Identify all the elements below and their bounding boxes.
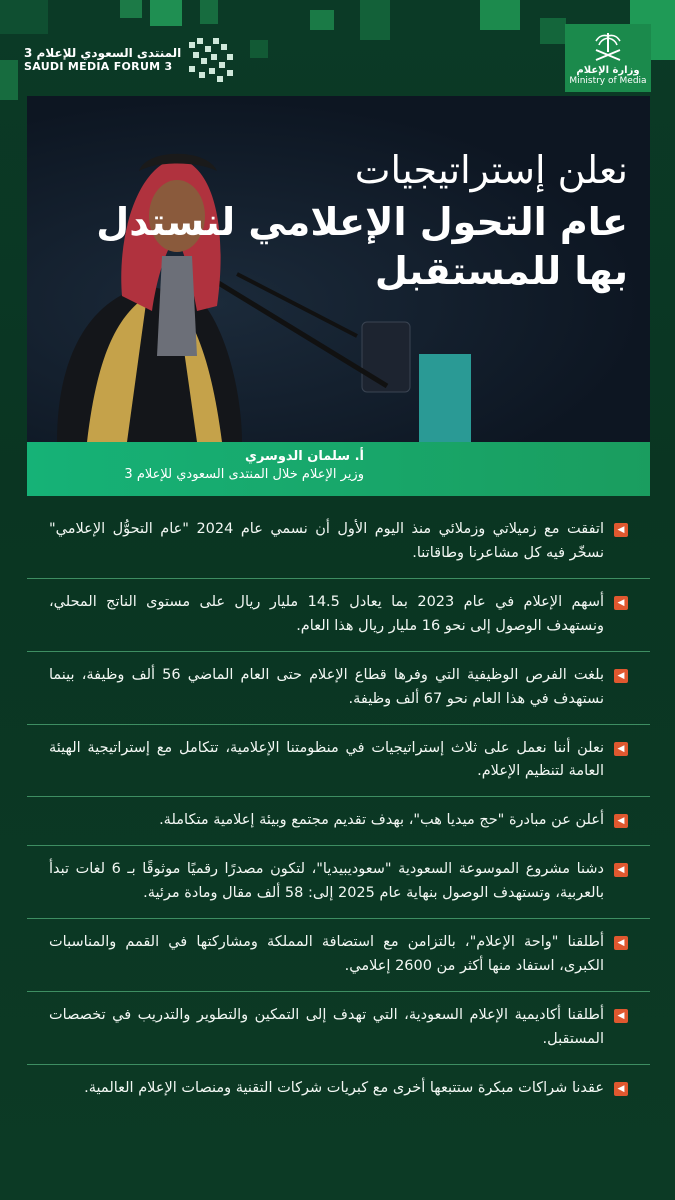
list-item-text: اتفقت مع زميلاتي وزملائي منذ اليوم الأول أن نسمي عام 2024 "عام التحوُّل الإعلامي" نسخّر فيه كل مشاعرنا وطاقاتنا. [49, 521, 604, 561]
arrow-bullet-icon: ◀ [614, 814, 628, 828]
list-item [27, 797, 650, 846]
hero-photo [27, 96, 650, 442]
speaker-role: وزير الإعلام خلال المنتدى السعودي للإعلام 3 [124, 467, 364, 482]
statements-list [27, 506, 650, 1113]
saudi-media-forum-logo [24, 38, 233, 82]
headline-line-2: عام التحول الإعلامي لنستدل [96, 199, 628, 244]
arrow-bullet-icon: ◀ [614, 596, 628, 610]
headline-line-1: نعلن إستراتيجيات [354, 148, 628, 192]
list-item-text: أسهم الإعلام في عام 2023 بما يعادل 14.5 مليار ريال على مستوى الناتج المحلي، ونستهدف الوصول إلى نحو 16 مليار ريال هذا العام. [49, 593, 605, 634]
list-item-text: أطلقنا أكاديمية الإعلام السعودية، التي تهدف إلى التمكين والتطوير والتدريب في تخصصات المستقبل. [49, 1006, 604, 1047]
arrow-bullet-icon: ◀ [614, 1082, 628, 1096]
ministry-of-media-logo [565, 24, 651, 92]
forum-pixel-logo-icon [189, 38, 233, 82]
arrow-bullet-icon: ◀ [614, 523, 628, 537]
speaker-caption [27, 442, 650, 496]
arrow-bullet-icon: ◀ [614, 1009, 628, 1023]
list-item-text: دشنا مشروع الموسوعة السعودية "سعوديبيديا"، لتكون مصدرًا رقميًا موثوقًا بـ 6 لغات تبدأ بالعربية، وتستهدف الوصول بنهاية عام 2025 إلى: 58 ألف مقال ومادة مرئية. [49, 861, 604, 902]
list-item-text: بلغت الفرص الوظيفية التي وفرها قطاع الإعلام حتى العام الماضي 56 ألف وظيفة، بينما نستهدف في هذا العام نحو 67 ألف وظيفة. [49, 666, 604, 707]
arrow-bullet-icon: ◀ [614, 669, 628, 683]
arrow-bullet-icon: ◀ [614, 742, 628, 756]
list-item [27, 652, 650, 725]
list-item-text: نعلن أننا نعمل على ثلاث إستراتيجيات في منظومتنا الإعلامية، تتكامل مع إستراتيجية الهيئة العامة لتنظيم الإعلام. [49, 739, 604, 780]
headline-line-3: بها للمستقبل [374, 249, 628, 294]
forum-name-en: SAUDI MEDIA FORUM 3 [24, 59, 173, 73]
list-item [27, 992, 650, 1065]
list-item [27, 1065, 650, 1113]
forum-name-ar: المنتدى السعودي للإعلام 3 [24, 45, 182, 60]
list-item-text: عقدنا شراكات مبكرة ستتبعها أخرى مع كبريات شركات التقنية ومنصات الإعلام العالمية. [84, 1079, 604, 1096]
arrow-bullet-icon: ◀ [614, 936, 628, 950]
list-item [27, 506, 650, 579]
headline [96, 148, 628, 295]
speaker-name: أ. سلمان الدوسري [245, 449, 364, 464]
palm-swords-emblem-icon [591, 30, 625, 64]
list-item [27, 579, 650, 652]
list-item [27, 846, 650, 919]
list-item-text: أعلن عن مبادرة "حج ميديا هب"، بهدف تقديم مجتمع وبيئة إعلامية متكاملة. [159, 812, 604, 829]
ministry-name-en: Ministry of Media [569, 76, 647, 86]
arrow-bullet-icon: ◀ [614, 863, 628, 877]
list-item-text: أطلقنا "واحة الإعلام"، بالتزامن مع استضافة المملكة ومشاركتها في القمم والمناسبات الكبرى، استفاد منها أكثر من 2600 إعلامي. [49, 934, 604, 975]
list-item [27, 725, 650, 798]
list-item [27, 919, 650, 992]
ministry-name-ar: وزارة الإعلام [576, 65, 640, 76]
